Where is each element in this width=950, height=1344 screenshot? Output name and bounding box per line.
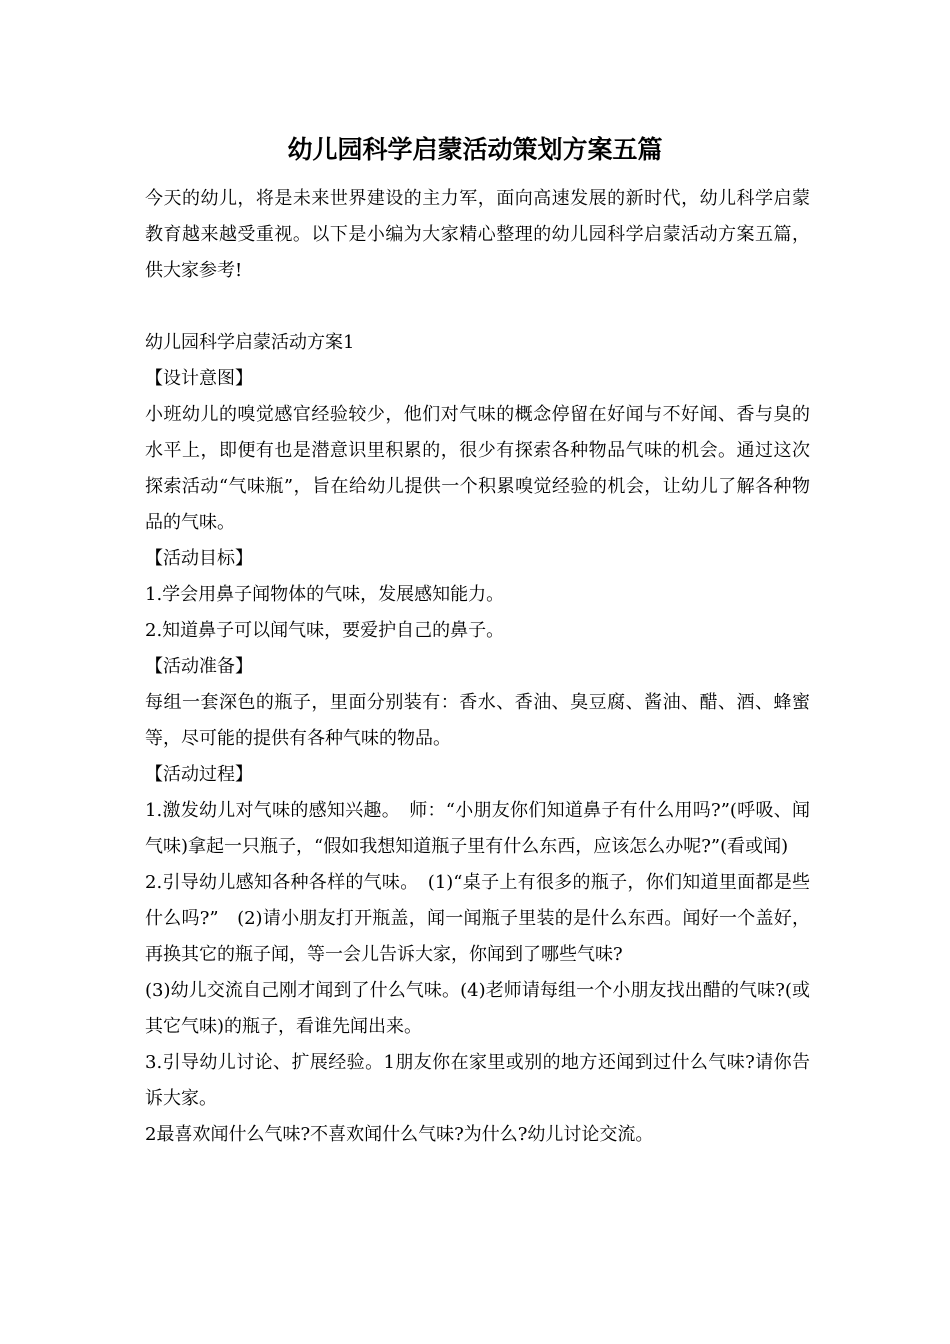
goal-item: 2.知道鼻子可以闻气味，要爱护自己的鼻子。	[145, 620, 505, 641]
process-step: (3)幼儿交流自己刚才闻到了什么气味。(4)老师请每组一个小朋友找出醋的气味?(或其它气味)的瓶子，看谁先闻出来。	[145, 980, 810, 1037]
goal-item: 1.学会用鼻子闻物体的气味，发展感知能力。	[145, 584, 505, 605]
process-step: 1.激发幼儿对气味的感知兴趣。 师：“小朋友你们知道鼻子有什么用吗?”(呼吸、闻气味)拿起一只瓶子，“假如我想知道瓶子里有什么东西，应该怎么办呢?”(看或闻)	[145, 800, 810, 857]
preparation-heading: 【活动准备】	[145, 656, 253, 677]
goals-heading: 【活动目标】	[145, 548, 253, 569]
design-intent-heading: 【设计意图】	[145, 368, 253, 389]
document-body	[145, 181, 810, 1153]
process-step: 3.引导幼儿讨论、扩展经验。1朋友你在家里或别的地方还闻到过什么气味?请你告诉大家。	[145, 1052, 810, 1109]
process-step: 2最喜欢闻什么气味?不喜欢闻什么气味?为什么?幼儿讨论交流。	[145, 1124, 654, 1145]
document-title: 幼儿园科学启蒙活动策划方案五篇	[287, 135, 663, 164]
process-heading: 【活动过程】	[145, 764, 253, 785]
paragraph-spacer	[145, 289, 810, 325]
intro-paragraph: 今天的幼儿，将是未来世界建设的主力军，面向高速发展的新时代，幼儿科学启蒙教育越来越受重视。以下是小编为大家精心整理的幼儿园科学启蒙活动方案五篇，供大家参考!	[145, 188, 810, 281]
process-step: 2.引导幼儿感知各种各样的气味。 (1)“桌子上有很多的瓶子，你们知道里面都是些什么吗?” (2)请小朋友打开瓶盖，闻一闻瓶子里装的是什么东西。闻好一个盖好，再换其它的瓶子闻，等一会儿告诉大家，你闻到了哪些气味?	[145, 872, 810, 965]
design-intent-paragraph: 小班幼儿的嗅觉感官经验较少，他们对气味的概念停留在好闻与不好闻、香与臭的水平上，即便有也是潜意识里积累的，很少有探索各种物品气味的机会。通过这次探索活动“气味瓶”，旨在给幼儿提供一个积累嗅觉经验的机会，让幼儿了解各种物品的气味。	[145, 404, 810, 533]
preparation-paragraph: 每组一套深色的瓶子，里面分别装有：香水、香油、臭豆腐、酱油、醋、酒、蜂蜜等，尽可能的提供有各种气味的物品。	[145, 692, 810, 749]
section-heading: 幼儿园科学启蒙活动方案1	[145, 332, 355, 353]
